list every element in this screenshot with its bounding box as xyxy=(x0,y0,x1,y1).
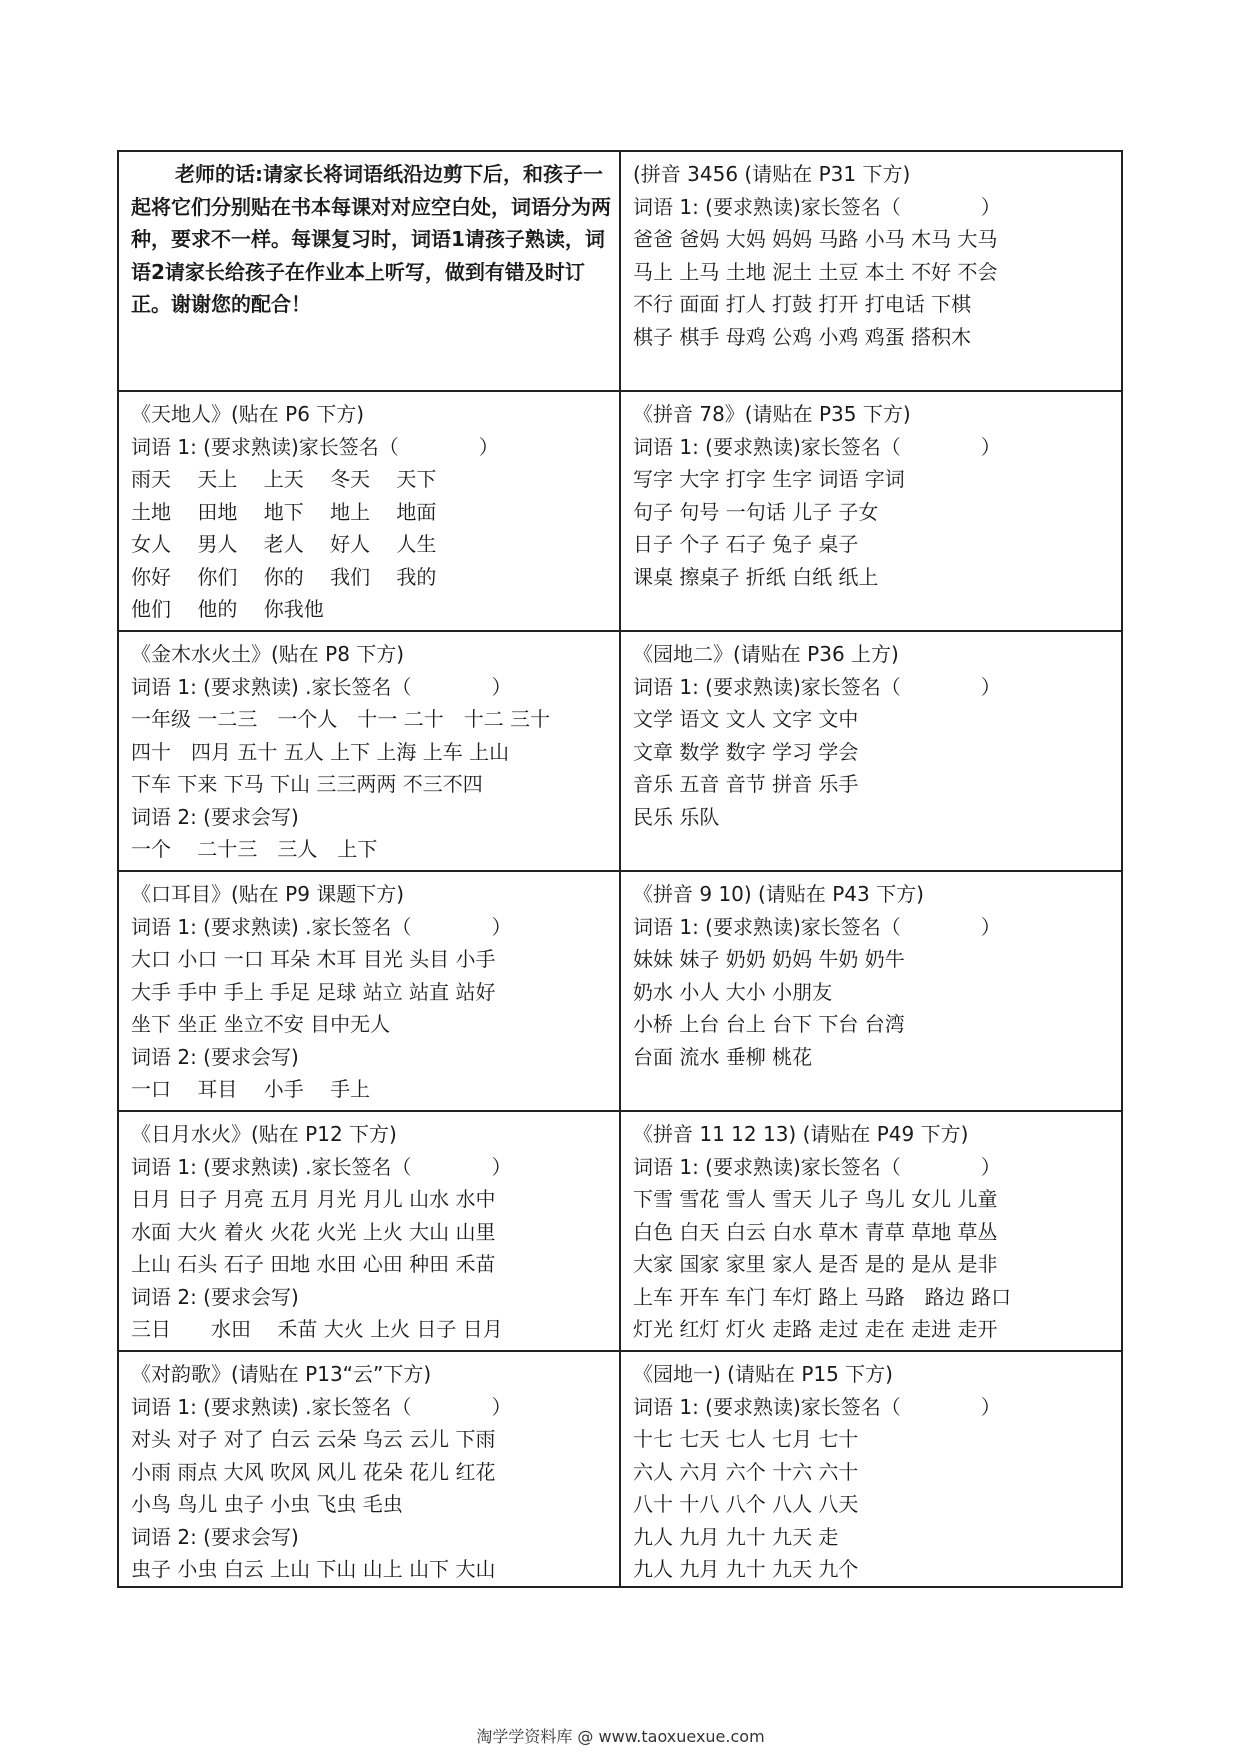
lesson-cell-riyueshuihuo xyxy=(119,1112,621,1352)
lesson-cell-yuandi-1 xyxy=(621,1352,1121,1586)
word-line: 词语 1: (要求熟读)家长签名（ ） xyxy=(633,914,1001,939)
word-line: 民乐 乐队 xyxy=(633,804,720,829)
word-line: 对头 对子 对了 白云 云朵 乌云 云儿 下雨 xyxy=(131,1427,496,1451)
footer-watermark: 淘学学资料库 @ www.taoxuexue.com xyxy=(476,1727,765,1746)
word-line: 棋子 棋手 母鸡 公鸡 小鸡 鸡蛋 搭积木 xyxy=(633,324,972,349)
word-line: 音乐 五音 音节 拼音 乐手 xyxy=(633,772,859,796)
word-line: 写字 大字 打字 生字 词语 字词 xyxy=(633,467,905,491)
teacher-note-cell xyxy=(119,152,621,392)
word-line: 词语 2: (要求会写) xyxy=(131,804,299,829)
word-line: 十七 七天 七人 七月 七十 xyxy=(633,1427,859,1451)
word-line: 坐下 坐正 坐立不安 目中无人 xyxy=(131,1012,391,1036)
lesson-title: (拼音 3456 (请贴在 P31 下方) xyxy=(633,162,911,186)
word-line: 小雨 雨点 大风 吹风 风儿 花朵 花儿 红花 xyxy=(131,1459,496,1484)
word-line: 一口 耳目 小手 手上 xyxy=(131,1077,371,1101)
word-line: 文学 语文 文人 文字 文中 xyxy=(633,707,859,731)
word-line: 水面 大火 着火 火花 火光 上火 大山 山里 xyxy=(131,1219,496,1244)
word-line: 奶水 小人 大小 小朋友 xyxy=(633,979,833,1004)
word-line: 雨天 天上 上天 冬天 天下 xyxy=(131,467,437,491)
word-line: 词语 1: (要求熟读) .家长签名（ ） xyxy=(131,674,512,699)
word-line: 你好 你们 你的 我们 我的 xyxy=(131,564,437,589)
word-line: 下雪 雪花 雪人 雪天 儿子 鸟儿 女儿 儿童 xyxy=(633,1187,998,1211)
word-line: 词语 1: (要求熟读)家长签名（ ） xyxy=(633,1154,1001,1179)
lesson-title: 《拼音 78》(请贴在 P35 下方) xyxy=(633,402,911,426)
word-line: 三日 水田 禾苗 大火 上火 日子 日月 xyxy=(131,1317,503,1341)
word-line: 台面 流水 垂柳 桃花 xyxy=(633,1044,813,1069)
lesson-cell-duiyunge xyxy=(119,1352,621,1586)
word-line: 土地 田地 地下 地上 地面 xyxy=(131,499,437,524)
word-line: 不行 面面 打人 打鼓 打开 打电话 下棋 xyxy=(633,292,972,316)
word-line: 九人 九月 九十 九天 九个 xyxy=(633,1557,859,1581)
word-line: 词语 2: (要求会写) xyxy=(131,1284,299,1309)
word-line: 词语 1: (要求熟读)家长签名（ ） xyxy=(633,1394,1001,1419)
lesson-cell-pinyin-78 xyxy=(621,392,1121,632)
word-line: 女人 男人 老人 好人 人生 xyxy=(131,532,437,556)
word-line: 爸爸 爸妈 大妈 妈妈 马路 小马 木马 大马 xyxy=(633,227,998,251)
lesson-title: 《园地二》(请贴在 P36 上方) xyxy=(633,642,899,666)
lesson-title: 《日月水火》(贴在 P12 下方) xyxy=(131,1122,397,1146)
word-line: 文章 数学 数字 学习 学会 xyxy=(633,739,859,764)
word-line: 马上 上马 土地 泥土 土豆 本土 不好 不会 xyxy=(633,259,998,284)
lesson-title: 《园地一) (请贴在 P15 下方) xyxy=(633,1362,893,1386)
word-line: 词语 2: (要求会写) xyxy=(131,1524,299,1549)
lesson-cell-kouermu xyxy=(119,872,621,1112)
teacher-note xyxy=(131,158,611,321)
lesson-cell-pinyin-9-10 xyxy=(621,872,1121,1112)
word-line: 六人 六月 六个 十六 六十 xyxy=(633,1459,859,1484)
word-line: 日月 日子 月亮 五月 月光 月儿 山水 水中 xyxy=(131,1187,496,1211)
lesson-title: 《金木水火土》(贴在 P8 下方) xyxy=(131,642,405,666)
word-line: 灯光 红灯 灯火 走路 走过 走在 走进 走开 xyxy=(633,1317,998,1341)
lesson-title: 《天地人》(贴在 P6 下方) xyxy=(131,402,365,426)
word-line: 日子 个子 石子 兔子 桌子 xyxy=(633,532,859,556)
word-line: 课桌 擦桌子 折纸 白纸 纸上 xyxy=(633,564,879,589)
lesson-title: 《对韵歌》(请贴在 P13“云”下方) xyxy=(131,1362,432,1386)
word-line: 小鸟 鸟儿 虫子 小虫 飞虫 毛虫 xyxy=(131,1492,403,1516)
lesson-cell-pinyin-3456 xyxy=(621,152,1121,392)
word-line: 一年级 一二三 一个人 十一 二十 十二 三十 xyxy=(131,707,551,731)
lesson-title: 《拼音 11 12 13) (请贴在 P49 下方) xyxy=(633,1122,969,1146)
word-line: 四十 四月 五十 五人 上下 上海 上车 上山 xyxy=(131,739,510,764)
word-line: 一个 二十三 三人 上下 xyxy=(131,837,378,861)
word-line: 词语 2: (要求会写) xyxy=(131,1044,299,1069)
word-line: 下车 下来 下马 下山 三三两两 不三不四 xyxy=(131,772,483,796)
word-line: 词语 1: (要求熟读)家长签名（ ） xyxy=(633,674,1001,699)
word-line: 大手 手中 手上 手足 足球 站立 站直 站好 xyxy=(131,979,496,1004)
word-line: 词语 1: (要求熟读)家长签名（ ） xyxy=(131,434,499,459)
word-line: 上车 开车 车门 车灯 路上 马路 路边 路口 xyxy=(633,1284,1012,1309)
lesson-title: 《拼音 9 10) (请贴在 P43 下方) xyxy=(633,882,924,906)
word-line: 句子 句号 一句话 儿子 子女 xyxy=(633,499,879,524)
word-line: 小桥 上台 台上 台下 下台 台湾 xyxy=(633,1012,905,1036)
word-line: 词语 1: (要求熟读) .家长签名（ ） xyxy=(131,1154,512,1179)
word-line: 他们 他的 你我他 xyxy=(131,597,324,621)
word-line: 虫子 小虫 白云 上山 下山 山上 山下 大山 xyxy=(131,1557,496,1581)
word-line: 白色 白天 白云 白水 草木 青草 草地 草丛 xyxy=(633,1219,998,1244)
word-line: 九人 九月 九十 九天 走 xyxy=(633,1524,839,1549)
word-line: 词语 1: (要求熟读) .家长签名（ ） xyxy=(131,914,512,939)
vocabulary-table xyxy=(117,150,1123,1588)
word-line: 八十 十八 八个 八人 八天 xyxy=(633,1492,859,1516)
word-line: 大家 国家 家里 家人 是否 是的 是从 是非 xyxy=(633,1252,998,1276)
lesson-cell-jinmushuihuotu xyxy=(119,632,621,872)
word-line: 词语 1: (要求熟读)家长签名（ ） xyxy=(633,434,1001,459)
word-line: 大口 小口 一口 耳朵 木耳 目光 头目 小手 xyxy=(131,947,496,971)
lesson-cell-pinyin-11-12-13 xyxy=(621,1112,1121,1352)
teacher-note-text: 老师的话:请家长将词语纸沿边剪下后，和孩子一起将它们分别贴在书本每课对对应空白处，词语分为两种，要求不一样。每课复习时，词语1请孩子熟读，词语2请家长给孩子在作业本上听写，做到有错及时订正。谢谢您的配合！ xyxy=(131,162,611,316)
word-line: 妹妹 妹子 奶奶 奶妈 牛奶 奶牛 xyxy=(633,947,905,971)
lesson-cell-yuandi-2 xyxy=(621,632,1121,872)
word-line: 词语 1: (要求熟读) .家长签名（ ） xyxy=(131,1394,512,1419)
lesson-title: 《口耳目》(贴在 P9 课题下方) xyxy=(131,882,405,906)
lesson-cell-tiandiren xyxy=(119,392,621,632)
word-line: 上山 石头 石子 田地 水田 心田 种田 禾苗 xyxy=(131,1252,496,1276)
word-line: 词语 1: (要求熟读)家长签名（ ） xyxy=(633,194,1001,219)
